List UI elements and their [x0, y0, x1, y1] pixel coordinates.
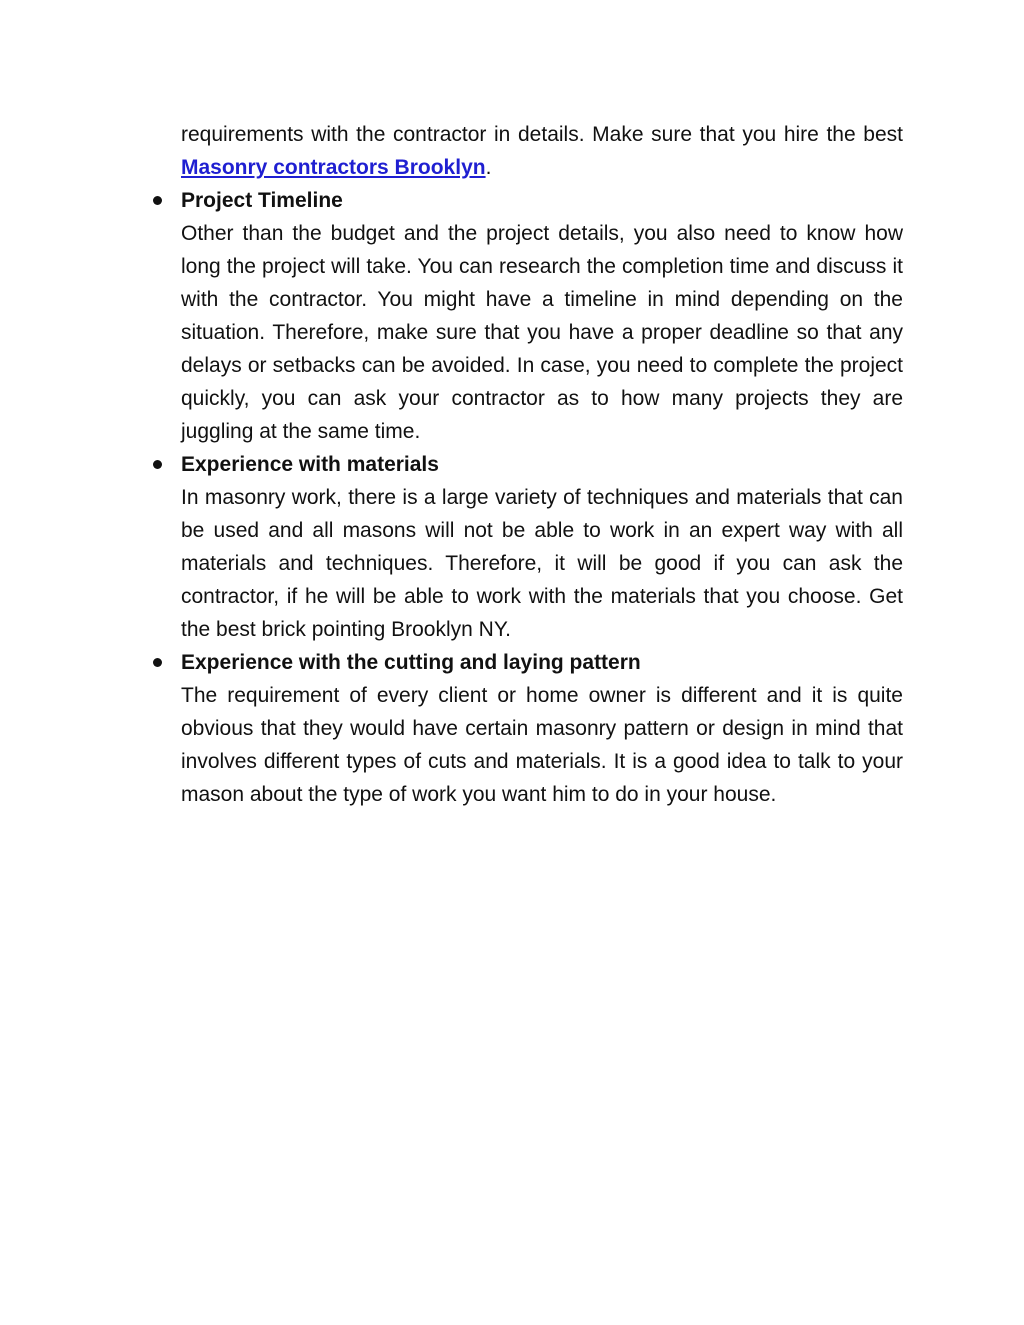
- section-body: The requirement of every client or home owner is different and it is quite obvious that they would have certain masonry pattern or design in mind that involves different types of cuts and materials. It is a good idea to talk to your mason about the type of work you want him to do in your house.: [181, 684, 903, 806]
- intro-paragraph: [181, 118, 903, 184]
- bullet-icon: [153, 658, 162, 667]
- section-body: In masonry work, there is a large variety of techniques and materials that can be used and all masons will not be able to work in an expert way with all materials and techniques. Therefore, it will be good if you can ask the contractor, if he will be able to work with the materials that you choose. Get the best brick pointing Brooklyn NY.: [181, 486, 903, 641]
- intro-text-after: .: [485, 156, 492, 179]
- list-item-cutting-laying-pattern: [181, 646, 903, 811]
- list-item-experience-materials: [181, 448, 903, 646]
- intro-text-before: requirements with the contractor in details. Make sure that you hire the best: [181, 123, 903, 146]
- bullet-icon: [153, 460, 162, 469]
- section-title: Project Timeline: [181, 189, 343, 212]
- section-body: Other than the budget and the project details, you also need to know how long the project will take. You can research the completion time and discuss it with the contractor. You might have a timeline in mind depending on the situation. Therefore, make sure that you have a proper deadline so that any delays or setbacks can be avoided. In case, you need to complete the project quickly, you can ask your contractor as to how many projects they are juggling at the same time.: [181, 222, 903, 443]
- bullet-icon: [153, 196, 162, 205]
- masonry-contractors-link[interactable]: Masonry contractors Brooklyn: [181, 156, 486, 179]
- list-item-project-timeline: [181, 184, 903, 448]
- section-title: Experience with materials: [181, 453, 439, 476]
- document-content: [181, 118, 903, 811]
- section-title: Experience with the cutting and laying pattern: [181, 651, 641, 674]
